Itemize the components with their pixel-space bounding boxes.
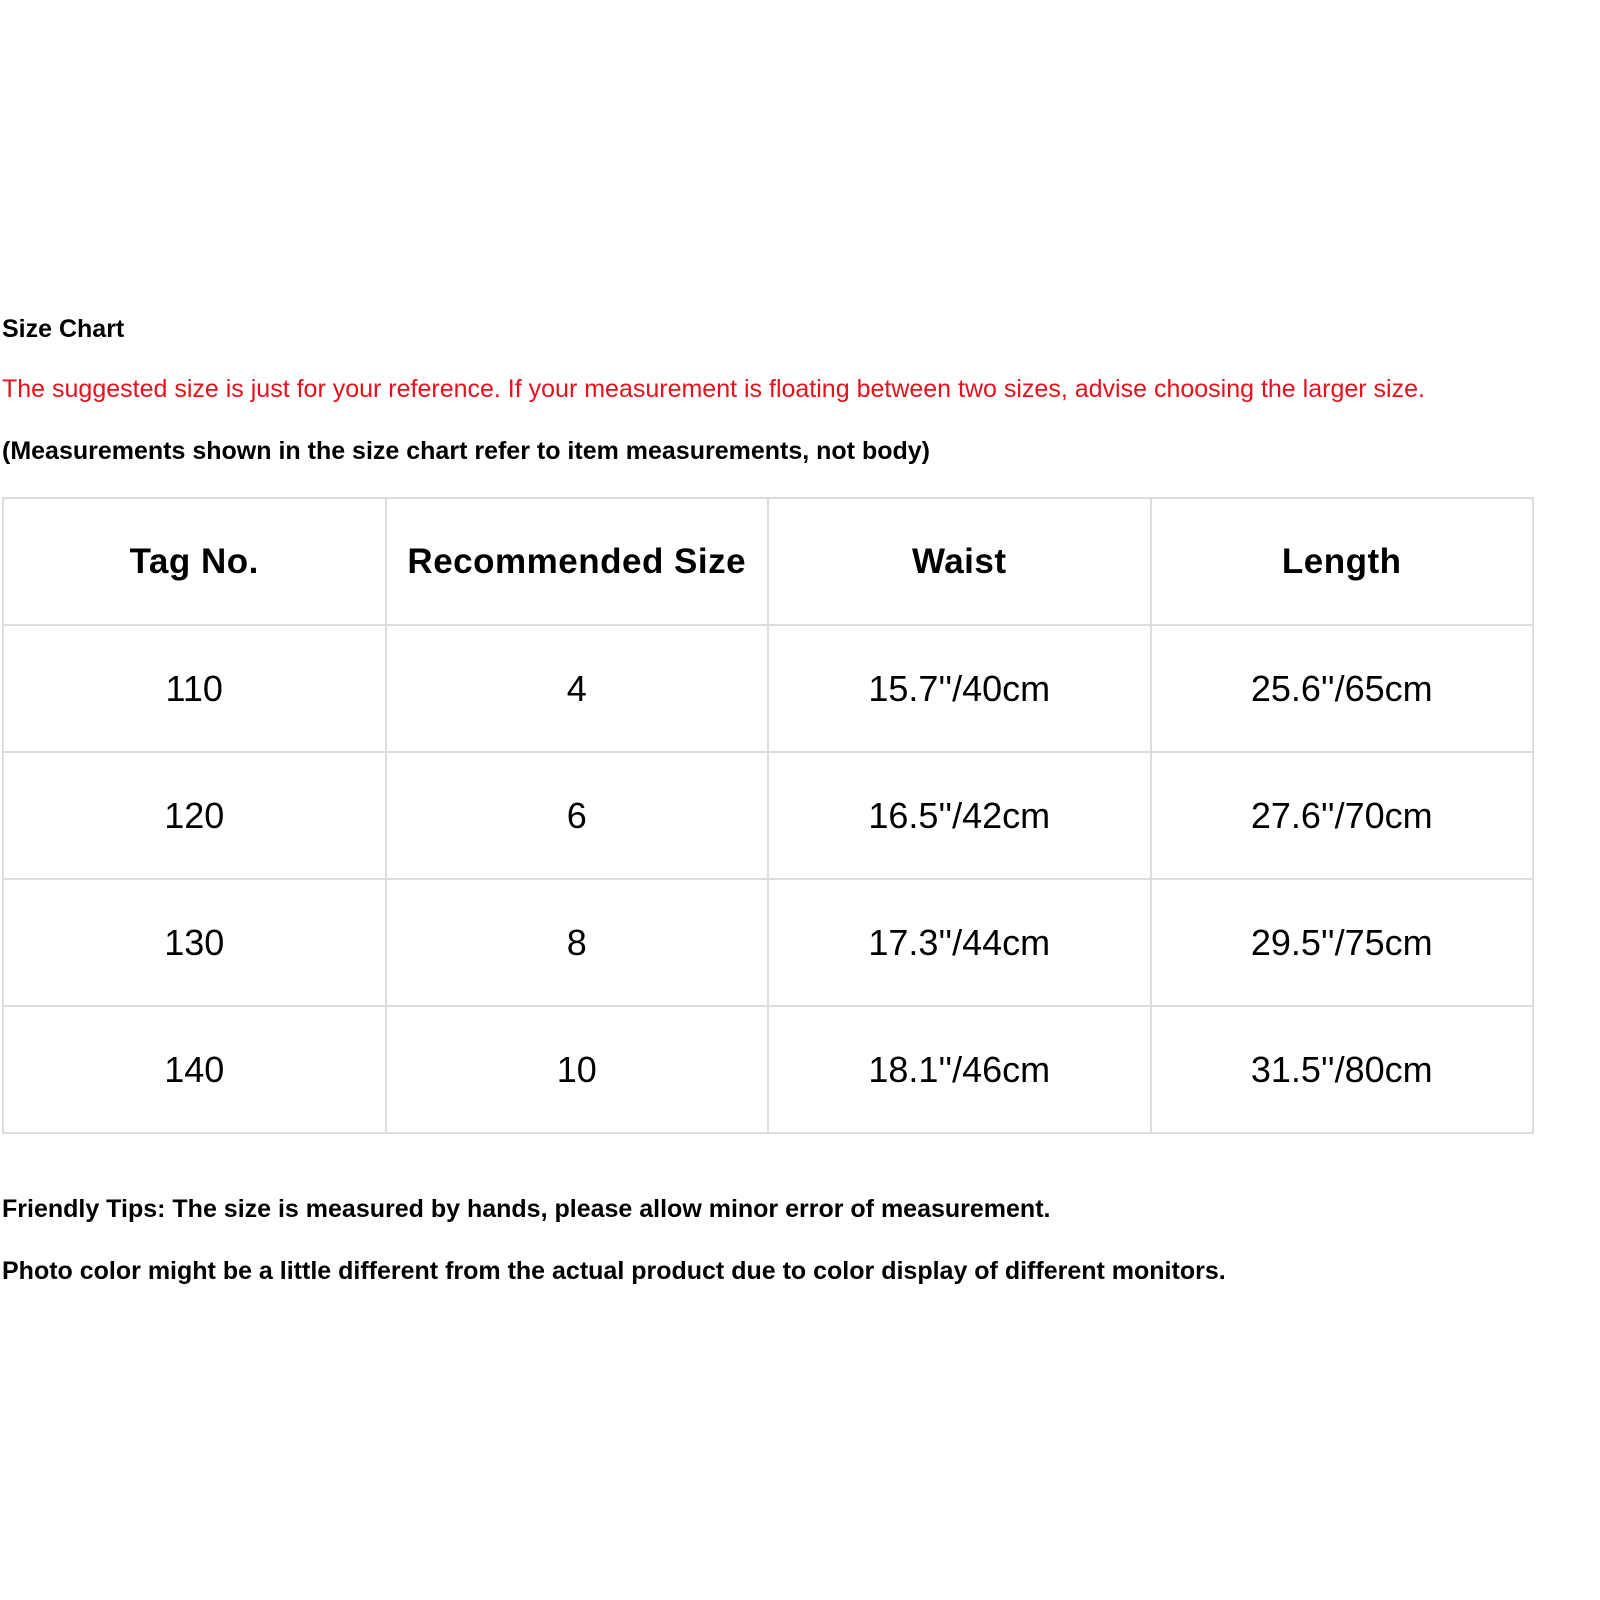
measurement-note: (Measurements shown in the size chart refer to item measurements, not body): [2, 437, 930, 465]
cell-length: 25.6''/65cm: [1151, 625, 1534, 752]
cell-length: 27.6''/70cm: [1151, 752, 1534, 879]
cell-recommended-size: 10: [386, 1006, 769, 1133]
cell-waist: 18.1''/46cm: [768, 1006, 1151, 1133]
cell-recommended-size: 6: [386, 752, 769, 879]
cell-waist: 17.3''/44cm: [768, 879, 1151, 1006]
photo-color-tip: Photo color might be a little different from the actual product due to color display of different monitors.: [2, 1257, 1226, 1285]
table-row: [3, 625, 1533, 752]
header-length: Length: [1151, 498, 1534, 625]
table-row: [3, 879, 1533, 1006]
cell-waist: 16.5''/42cm: [768, 752, 1151, 879]
table-row: [3, 1006, 1533, 1133]
table-row: [3, 752, 1533, 879]
cell-recommended-size: 4: [386, 625, 769, 752]
cell-tag-no: 130: [3, 879, 386, 1006]
cell-tag-no: 140: [3, 1006, 386, 1133]
cell-tag-no: 110: [3, 625, 386, 752]
cell-waist: 15.7''/40cm: [768, 625, 1151, 752]
header-recommended-size: Recommended Size: [386, 498, 769, 625]
size-recommendation-notice: The suggested size is just for your reference. If your measurement is floating between two sizes, advise choosing the larger size.: [2, 375, 1425, 403]
cell-tag-no: 120: [3, 752, 386, 879]
friendly-tip: Friendly Tips: The size is measured by hands, please allow minor error of measurement.: [2, 1195, 1051, 1223]
size-chart-title: Size Chart: [2, 315, 125, 343]
size-table: [2, 497, 1534, 1134]
cell-length: 31.5''/80cm: [1151, 1006, 1534, 1133]
table-header-row: [3, 498, 1533, 625]
header-waist: Waist: [768, 498, 1151, 625]
cell-recommended-size: 8: [386, 879, 769, 1006]
header-tag-no: Tag No.: [3, 498, 386, 625]
cell-length: 29.5''/75cm: [1151, 879, 1534, 1006]
